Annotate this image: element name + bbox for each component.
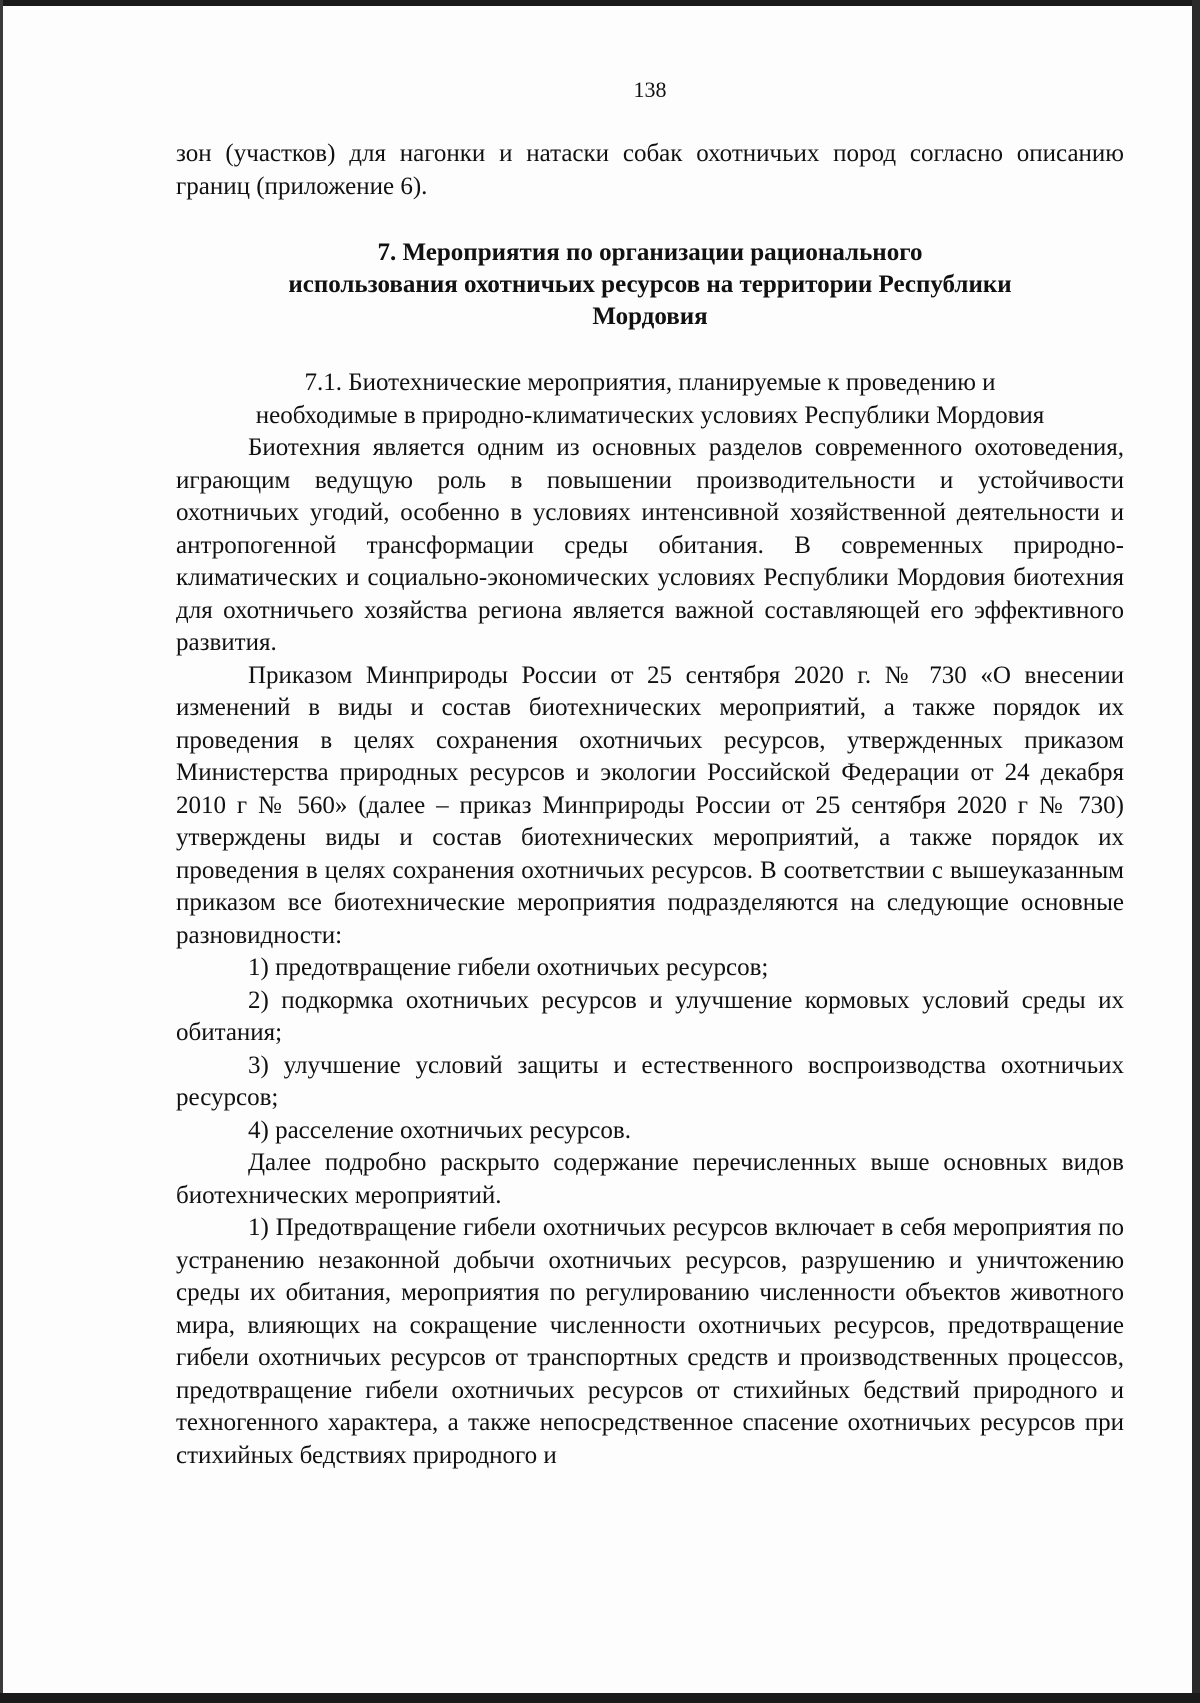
paragraph-continuation: зон (участков) для нагонки и натаски собак охотничьих пород согласно описанию границ (приложение 6). <box>176 140 1124 200</box>
subsection-title-line-2: необходимые в природно-климатических условиях Республики Мордовия <box>255 401 1045 429</box>
section-title-line-2: использования охотничьих ресурсов на территории Республики <box>288 271 1012 298</box>
list-item-3: 3) улучшение условий защиты и естественного воспроизводства охотничьих ресурсов; <box>176 1051 1124 1111</box>
paragraph-biotechnics: Биотехния является одним из основных разделов современного охотоведения, играющим ведущую роль в повышении производительности и устойчивости охотничьих угодий, особенно в условиях интенсивной хозяйственной деятельности и антропогенной трансформации среды обитания. В современных природно-климатических и социально-экономических условиях Республики Мордовия биотехния для охотничьего хозяйства региона является важной составляющей его эффективного развития. <box>176 434 1124 656</box>
paragraph-prevention: 1) Предотвращение гибели охотничьих ресурсов включает в себя мероприятия по устранению незаконной добычи охотничьих ресурсов, разрушению и уничтожению среды их обитания, мероприятия по регулированию численности объектов животного мира, влияющих на сокращение численности охотничьих ресурсов, предотвращение гибели охотничьих ресурсов от транспортных средств и производственных процессов, предотвращение гибели охотничьих ресурсов от стихийных бедствий природного и техногенного характера, а также непосредственное спасение охотничьих ресурсов при стихийных бедствиях природного и <box>176 1214 1124 1469</box>
scan-edge-bottom <box>0 1693 1200 1703</box>
list-item-1: 1) предотвращение гибели охотничьих ресурсов; <box>248 954 769 981</box>
page-number: 138 <box>633 77 667 102</box>
section-title <box>176 237 1124 333</box>
list-item-2: 2) подкормка охотничьих ресурсов и улучшение кормовых условий среды их обитания; <box>176 986 1124 1046</box>
paragraph-details-intro: Далее подробно раскрыто содержание перечисленных выше основных видов биотехнических мероприятий. <box>176 1149 1124 1209</box>
page-content <box>176 70 1124 1472</box>
section-title-line-1: 7. Мероприятия по организации рационального <box>377 239 923 266</box>
subsection-title <box>176 367 1124 432</box>
section-title-line-3: Мордовия <box>592 303 708 330</box>
scan-edge-right <box>1192 0 1200 1703</box>
list-item-4: 4) расселение охотничьих ресурсов. <box>248 1116 631 1144</box>
subsection-title-line-1: 7.1. Биотехнические мероприятия, планируемые к проведению и <box>304 369 996 396</box>
scan-edge-left <box>0 0 3 1703</box>
scan-edge-top <box>0 0 1200 6</box>
paragraph-order: Приказом Минприроды России от 25 сентября 2020 г. № 730 «О внесении изменений в виды и состав биотехнических мероприятий, а также порядок их проведения в целях сохранения охотничьих ресурсов, утвержденных приказом Министерства природных ресурсов и экологии Российской Федерации от 24 декабря 2010 г № 560» (далее – приказ Минприроды России от 25 сентября 2020 г № 730) утверждены виды и состав биотехнических мероприятий, а также порядок их проведения в целях сохранения охотничьих ресурсов. В соответствии с вышеуказанным приказом все биотехнические мероприятия подразделяются на следующие основные разновидности: <box>176 661 1124 949</box>
